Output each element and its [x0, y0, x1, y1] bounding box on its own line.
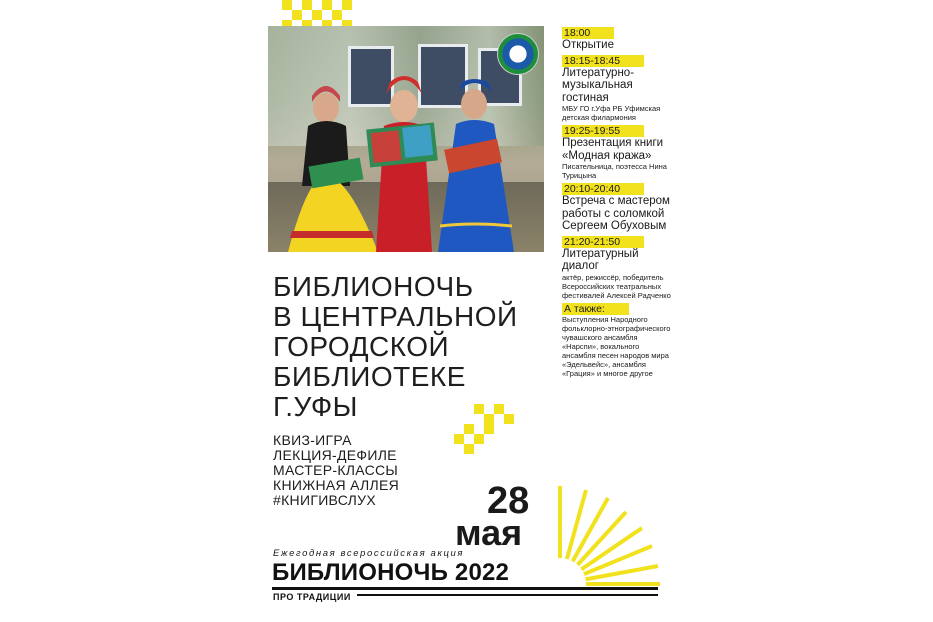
title-line: БИБЛИОНОЧЬ	[273, 271, 474, 302]
schedule-title: Встреча с мастером работы с соломкой Сергеем Обуховым	[562, 195, 670, 232]
event-name: БИБЛИОНОЧЬ 2022	[272, 559, 510, 586]
also-block	[562, 300, 674, 378]
annual-caption: Ежегодная всероссийская акция	[273, 548, 465, 559]
schedule-time: 21:20-21:50	[562, 236, 644, 248]
activity-item: МАСТЕР-КЛАССЫ	[273, 462, 399, 478]
activity-item: КНИЖНАЯ АЛЛЕЯ	[273, 477, 400, 493]
divider	[272, 587, 658, 590]
schedule-item	[562, 233, 674, 300]
schedule-title: Презентация книги «Модная кража»	[562, 137, 664, 162]
schedule-item	[562, 24, 674, 52]
schedule-time: 19:25-19:55	[562, 125, 644, 137]
also-label: А также:	[562, 303, 629, 315]
schedule-item	[562, 122, 674, 180]
divider-thin	[357, 594, 658, 596]
schedule-item	[562, 180, 674, 233]
activity-item: ЛЕКЦИЯ-ДЕФИЛЕ	[273, 447, 397, 463]
page-title	[273, 272, 518, 422]
date-day: 28	[487, 480, 530, 522]
also-text: Выступления Народного фольклорно-этнографического чувашского ансамбля «Нарспи», вокального ансамбля песен народов мира «Эдельвейс», ансамбля «Грация» и многое другое	[562, 314, 671, 378]
schedule-time: 20:10-20:40	[562, 183, 644, 195]
schedule-title: Открытие	[562, 39, 614, 51]
schedule-title: Литературный диалог	[562, 247, 639, 272]
library-emblem-icon	[497, 33, 539, 75]
schedule-time: 18:00	[562, 27, 614, 39]
tagline: ПРО ТРАДИЦИИ	[273, 592, 351, 602]
activity-item: #КНИГИВСЛУХ	[273, 492, 376, 508]
schedule-note: актёр, режиссёр, победитель Всероссийских театральных фестивалей Алексей Радченко	[562, 272, 671, 300]
schedule-note: МБУ ГО г.Уфа РБ Уфимская детская филармония	[562, 104, 661, 122]
title-line: Г.УФЫ	[273, 391, 358, 422]
sunburst-icon	[558, 484, 662, 588]
activities-list	[273, 433, 399, 508]
schedule-time: 18:15-18:45	[562, 55, 644, 67]
schedule	[562, 24, 674, 378]
title-line: БИБЛИОТЕКЕ	[273, 361, 466, 392]
title-line: ГОРОДСКОЙ	[273, 331, 450, 362]
schedule-item	[562, 52, 674, 123]
schedule-note: Писательница, поэтесса Нина Турицына	[562, 162, 667, 180]
title-line: В ЦЕНТРАЛЬНОЙ	[273, 301, 518, 332]
schedule-title: Литературно-музыкальная гостиная	[562, 66, 635, 104]
date-month: мая	[455, 512, 523, 553]
activity-item: КВИЗ-ИГРА	[273, 432, 352, 448]
